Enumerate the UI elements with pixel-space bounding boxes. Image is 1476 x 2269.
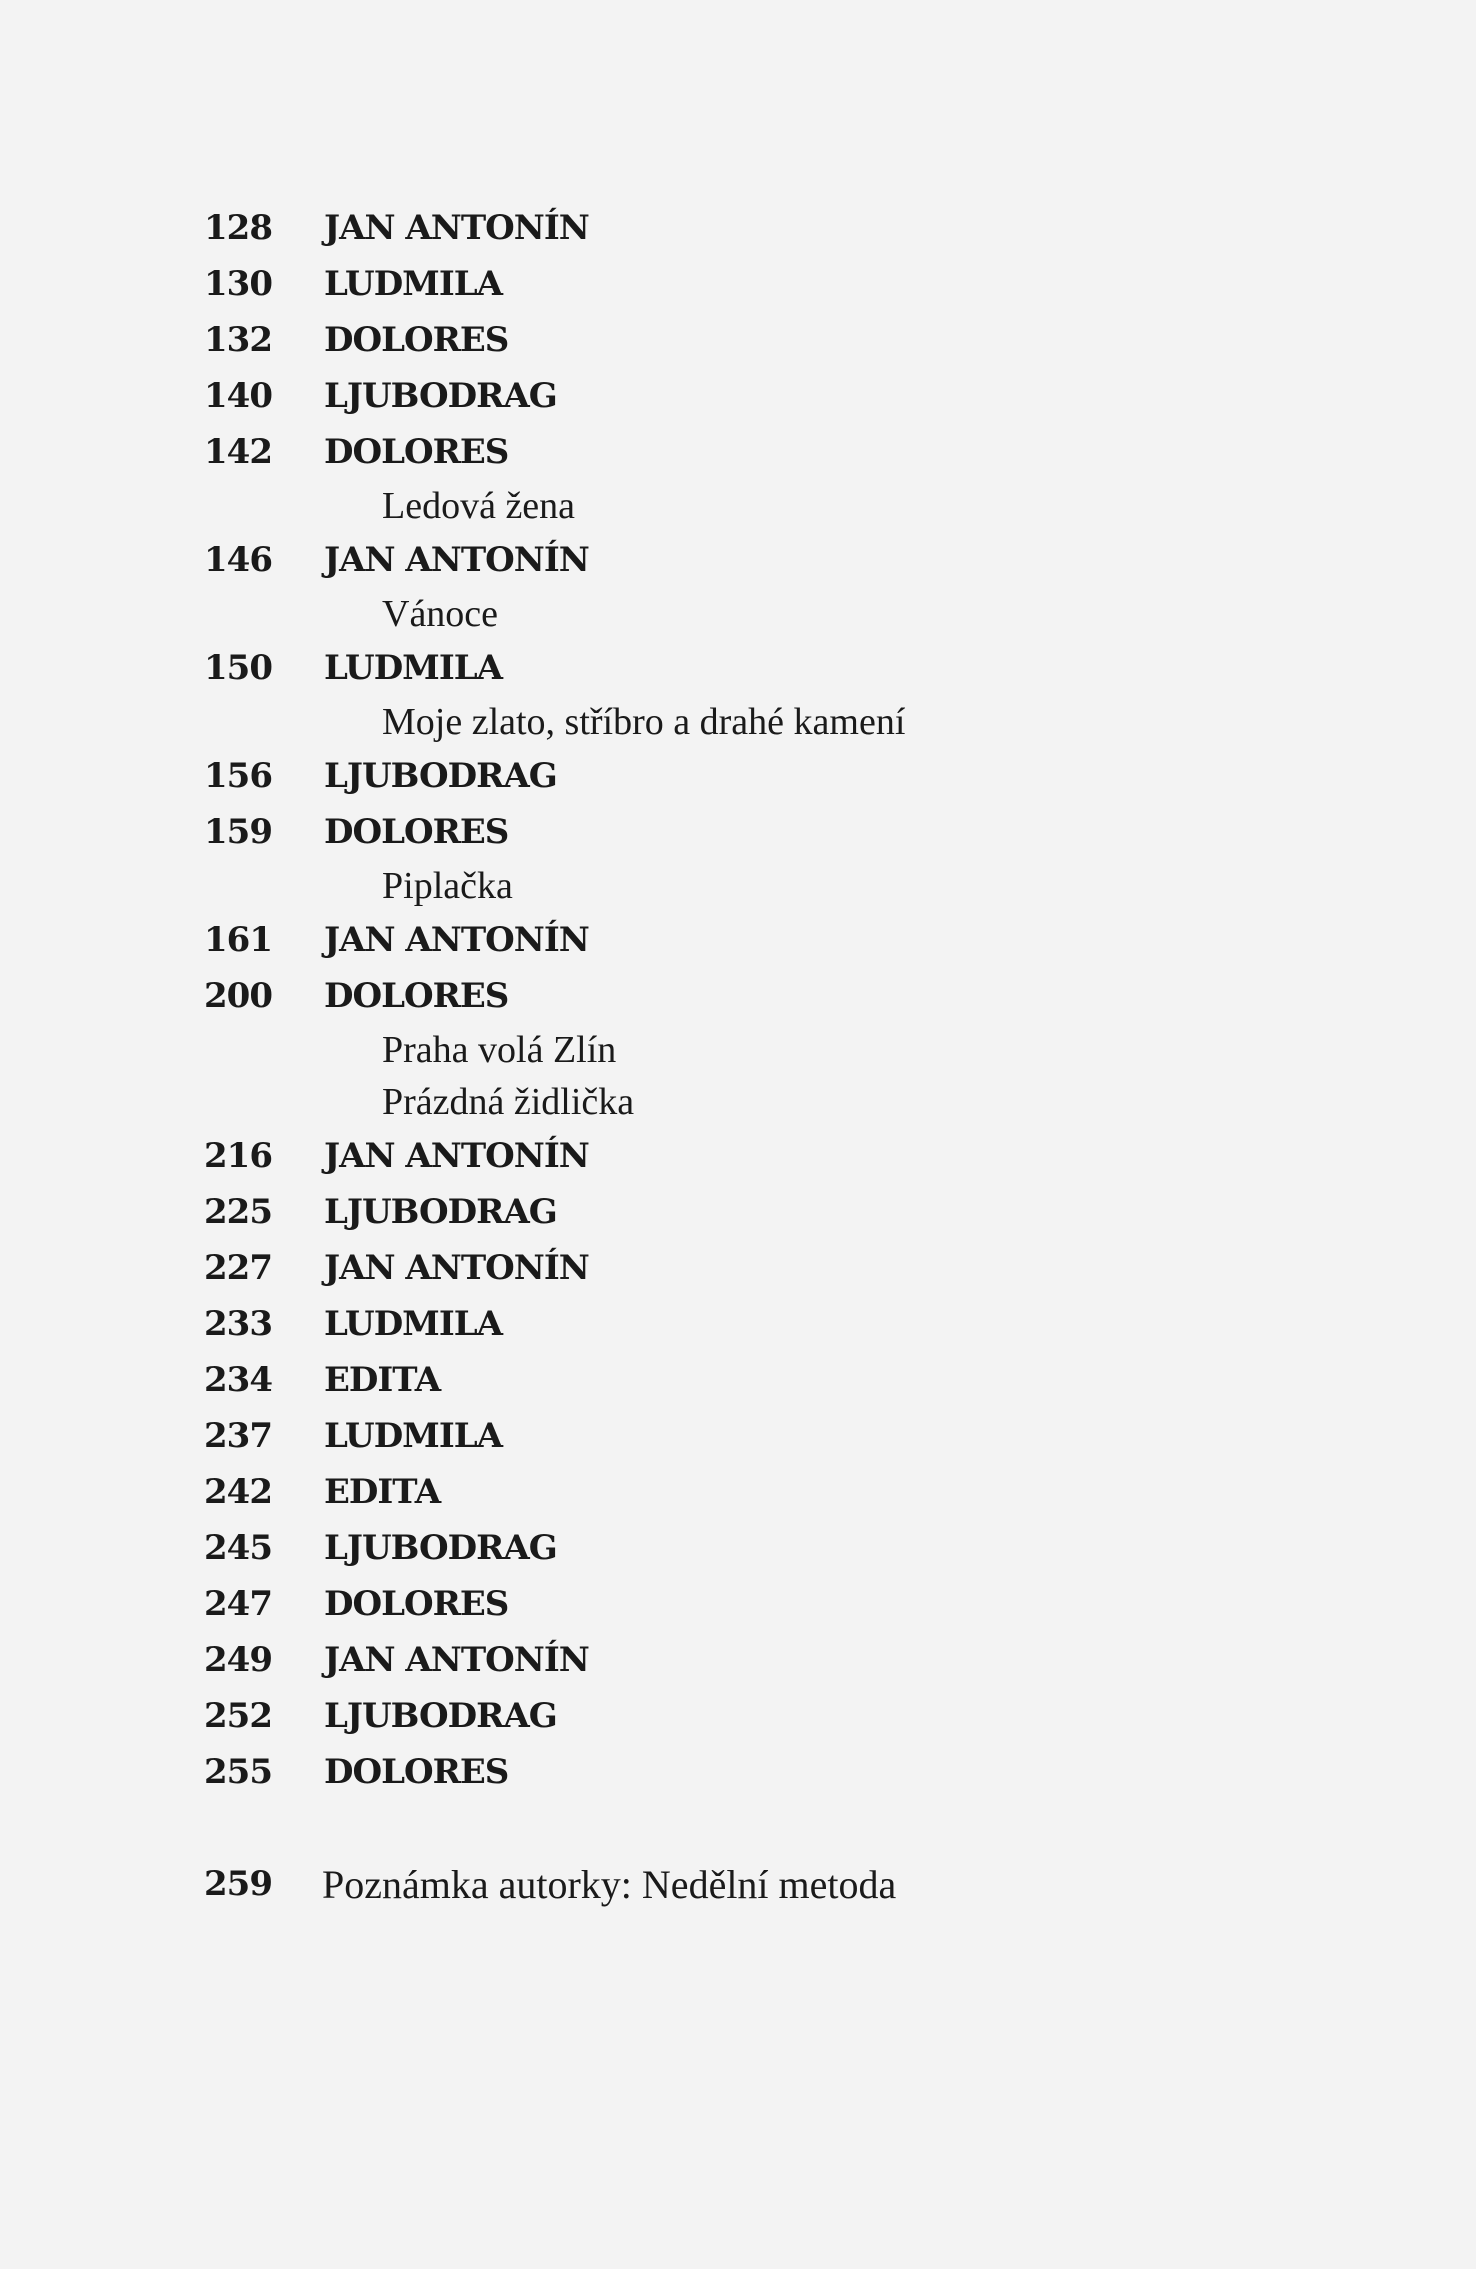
toc-author-note: Poznámka autorky: Nedělní metoda bbox=[322, 1861, 897, 1907]
toc-entry bbox=[204, 1128, 1304, 1184]
toc-final-entry bbox=[204, 1856, 1304, 1912]
toc-page-number: 128 bbox=[204, 208, 272, 248]
toc-page-number: 130 bbox=[204, 264, 272, 304]
toc-page-number: 146 bbox=[204, 540, 272, 580]
toc-page-number: 150 bbox=[204, 648, 272, 688]
toc-entry bbox=[204, 1520, 1304, 1576]
toc-page-number: 142 bbox=[204, 432, 272, 472]
toc-page-number: 233 bbox=[204, 1304, 272, 1344]
toc-page-number: 156 bbox=[204, 756, 272, 796]
toc-entry bbox=[204, 1744, 1304, 1800]
toc-entry bbox=[204, 1632, 1304, 1688]
table-of-contents bbox=[204, 200, 1304, 1912]
toc-chapter-name: LJUBODRAG bbox=[324, 756, 557, 796]
toc-entry bbox=[204, 424, 1304, 480]
toc-page-number: 237 bbox=[204, 1416, 272, 1456]
toc-page-number: 245 bbox=[204, 1528, 272, 1568]
toc-chapter-name: LUDMILA bbox=[324, 1416, 503, 1456]
toc-chapter-name: LUDMILA bbox=[324, 264, 503, 304]
toc-chapter-name: JAN ANTONÍN bbox=[324, 1640, 589, 1680]
toc-entry bbox=[204, 748, 1304, 804]
toc-chapter-name: DOLORES bbox=[324, 812, 509, 852]
toc-entry bbox=[204, 1296, 1304, 1352]
toc-chapter-name: DOLORES bbox=[324, 1584, 509, 1624]
toc-chapter-name: LJUBODRAG bbox=[324, 1528, 557, 1568]
toc-subtitle: Vánoce bbox=[382, 593, 499, 635]
toc-subtitle: Piplačka bbox=[382, 865, 513, 907]
toc-entry bbox=[204, 1408, 1304, 1464]
toc-page-number: 132 bbox=[204, 320, 272, 360]
toc-chapter-name: DOLORES bbox=[324, 1752, 509, 1792]
toc-entry bbox=[204, 312, 1304, 368]
toc-chapter-name: JAN ANTONÍN bbox=[324, 1248, 589, 1288]
toc-entry bbox=[204, 1240, 1304, 1296]
toc-chapter-name: LUDMILA bbox=[324, 1304, 503, 1344]
toc-page-number: 159 bbox=[204, 812, 272, 852]
toc-chapter-name: DOLORES bbox=[324, 976, 509, 1016]
toc-chapter-name: EDITA bbox=[324, 1472, 441, 1512]
toc-page-number: 242 bbox=[204, 1472, 272, 1512]
toc-subtitle: Praha volá Zlín bbox=[382, 1029, 617, 1071]
toc-entry bbox=[204, 256, 1304, 312]
toc-entry bbox=[204, 532, 1304, 588]
toc-chapter-name: DOLORES bbox=[324, 320, 509, 360]
toc-page-number: 200 bbox=[204, 976, 272, 1016]
toc-entry bbox=[204, 804, 1304, 860]
toc-page-number: 225 bbox=[204, 1192, 272, 1232]
toc-chapter-name: JAN ANTONÍN bbox=[324, 920, 589, 960]
toc-page-number: 252 bbox=[204, 1696, 272, 1736]
toc-entry bbox=[204, 200, 1304, 256]
toc-entry bbox=[204, 640, 1304, 696]
toc-chapter-name: LJUBODRAG bbox=[324, 376, 557, 416]
toc-entry bbox=[204, 1688, 1304, 1744]
toc-page-number: 255 bbox=[204, 1752, 272, 1792]
toc-chapter-name: EDITA bbox=[324, 1360, 441, 1400]
toc-chapter-name: JAN ANTONÍN bbox=[324, 540, 589, 580]
toc-entry bbox=[204, 368, 1304, 424]
toc-page-number: 216 bbox=[204, 1136, 272, 1176]
toc-chapter-name: LJUBODRAG bbox=[324, 1192, 557, 1232]
toc-page-number: 140 bbox=[204, 376, 272, 416]
toc-page-number: 234 bbox=[204, 1360, 272, 1400]
toc-entry bbox=[204, 1576, 1304, 1632]
toc-page-number: 227 bbox=[204, 1248, 272, 1288]
toc-entry bbox=[204, 1352, 1304, 1408]
toc-entry bbox=[204, 968, 1304, 1024]
toc-subtitle: Ledová žena bbox=[382, 485, 576, 527]
toc-chapter-name: LJUBODRAG bbox=[324, 1696, 557, 1736]
toc-chapter-name: JAN ANTONÍN bbox=[324, 208, 589, 248]
toc-subtitle: Moje zlato, stříbro a drahé kamení bbox=[382, 701, 906, 743]
toc-entry bbox=[204, 1184, 1304, 1240]
toc-page-number: 249 bbox=[204, 1640, 272, 1680]
toc-subtitle: Prázdná židlička bbox=[382, 1081, 635, 1123]
toc-chapter-name: JAN ANTONÍN bbox=[324, 1136, 589, 1176]
toc-entry bbox=[204, 912, 1304, 968]
toc-page-number: 161 bbox=[204, 920, 272, 960]
toc-page-number: 247 bbox=[204, 1584, 272, 1624]
toc-page-number: 259 bbox=[204, 1864, 272, 1904]
toc-chapter-name: LUDMILA bbox=[324, 648, 503, 688]
toc-entry bbox=[204, 1464, 1304, 1520]
toc-chapter-name: DOLORES bbox=[324, 432, 509, 472]
